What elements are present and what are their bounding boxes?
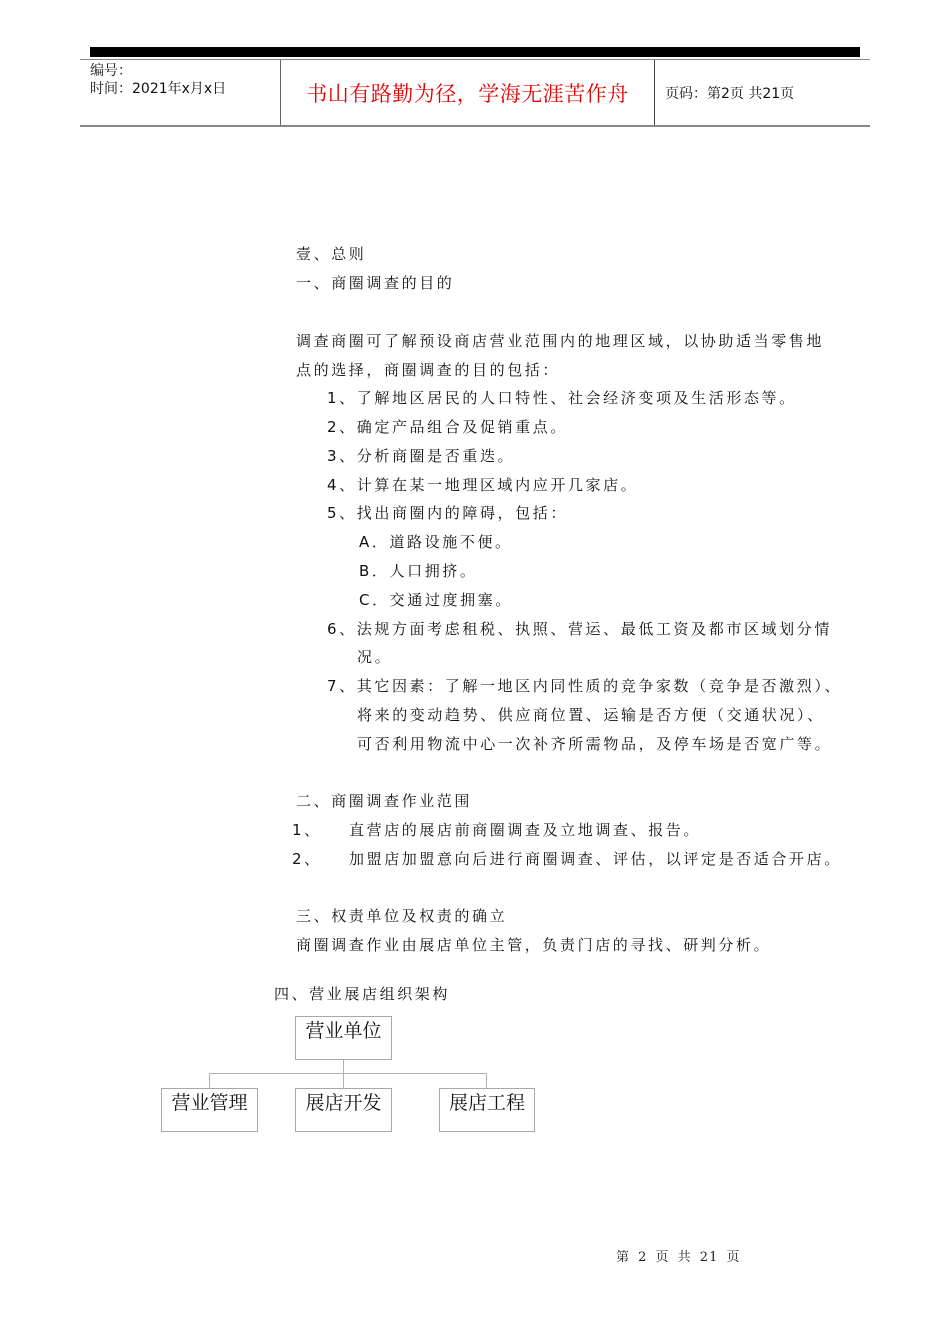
list-item: 6、法规方面考虑租税、执照、营运、最低工资及都市区域划分情 xyxy=(327,620,832,638)
list-item-number: 2、 xyxy=(292,850,322,868)
org-connector-drop xyxy=(209,1073,210,1088)
section3-text: 商圈调查作业由展店单位主管，负责门店的寻找、研判分析。 xyxy=(296,936,772,954)
list-item: 7、其它因素：了解一地区内同性质的竞争家数（竞争是否激烈）、 xyxy=(327,677,843,695)
section2-title: 二、商圈调查作业范围 xyxy=(296,792,473,810)
header-left-cell xyxy=(80,60,281,125)
org-node-root: 营业单位 xyxy=(295,1016,392,1060)
list-item: 加盟店加盟意向后进行商圈调查、评估，以评定是否适合开店。 xyxy=(349,850,842,868)
section1-title: 一、商圈调查的目的 xyxy=(296,274,455,292)
sub-list-item: A．道路设施不便。 xyxy=(359,533,513,551)
header-page-info: 页码：第2页 共21页 xyxy=(665,86,795,102)
section4-title: 四、营业展店组织架构 xyxy=(274,985,451,1003)
list-item-continuation: 可否利用物流中心一次补齐所需物品，及停车场是否宽广等。 xyxy=(357,735,833,753)
chapter-title: 壹、总则 xyxy=(296,245,367,263)
date-label: 时间：2021年x月x日 xyxy=(90,81,227,97)
org-node-child: 展店工程 xyxy=(439,1088,535,1132)
org-node-child: 展店开发 xyxy=(295,1088,392,1132)
section1-intro-line1: 调查商圈可了解预设商店营业范围内的地理区域，以协助适当零售地 xyxy=(296,332,825,350)
list-item: 5、找出商圈内的障碍，包括： xyxy=(327,504,568,522)
header-page-cell xyxy=(655,60,870,125)
org-connector-horizontal xyxy=(209,1073,487,1074)
list-item-number: 1、 xyxy=(292,821,322,839)
org-connector-drop xyxy=(343,1073,344,1088)
sub-list-item: B．人口拥挤。 xyxy=(359,562,478,580)
header-rule-bar xyxy=(90,47,860,57)
list-item: 4、计算在某一地理区域内应开几家店。 xyxy=(327,476,639,494)
list-item: 2、确定产品组合及促销重点。 xyxy=(327,418,568,436)
page-footer: 第 2 页 共 21 页 xyxy=(616,1250,741,1265)
section1-intro-line2: 点的选择，商圈调查的目的包括： xyxy=(296,361,561,379)
page-header xyxy=(80,59,870,127)
org-connector-vertical xyxy=(343,1060,344,1073)
sub-list-item: C．交通过度拥塞。 xyxy=(359,591,513,609)
header-motto-cell xyxy=(281,60,655,125)
list-item: 1、了解地区居民的人口特性、社会经济变项及生活形态等。 xyxy=(327,389,797,407)
list-item: 直营店的展店前商圈调查及立地调查、报告。 xyxy=(349,821,702,839)
list-item-continuation: 将来的变动趋势、供应商位置、运输是否方便（交通状况）、 xyxy=(357,706,825,724)
org-connector-drop xyxy=(486,1073,487,1088)
section3-title: 三、权责单位及权责的确立 xyxy=(296,907,508,925)
list-item: 3、分析商圈是否重迭。 xyxy=(327,447,516,465)
motto-text: 书山有路勤为径，学海无涯苦作舟 xyxy=(306,82,629,106)
serial-label: 编号： xyxy=(90,63,132,79)
org-node-child: 营业管理 xyxy=(161,1088,258,1132)
list-item-continuation: 况。 xyxy=(357,648,393,666)
